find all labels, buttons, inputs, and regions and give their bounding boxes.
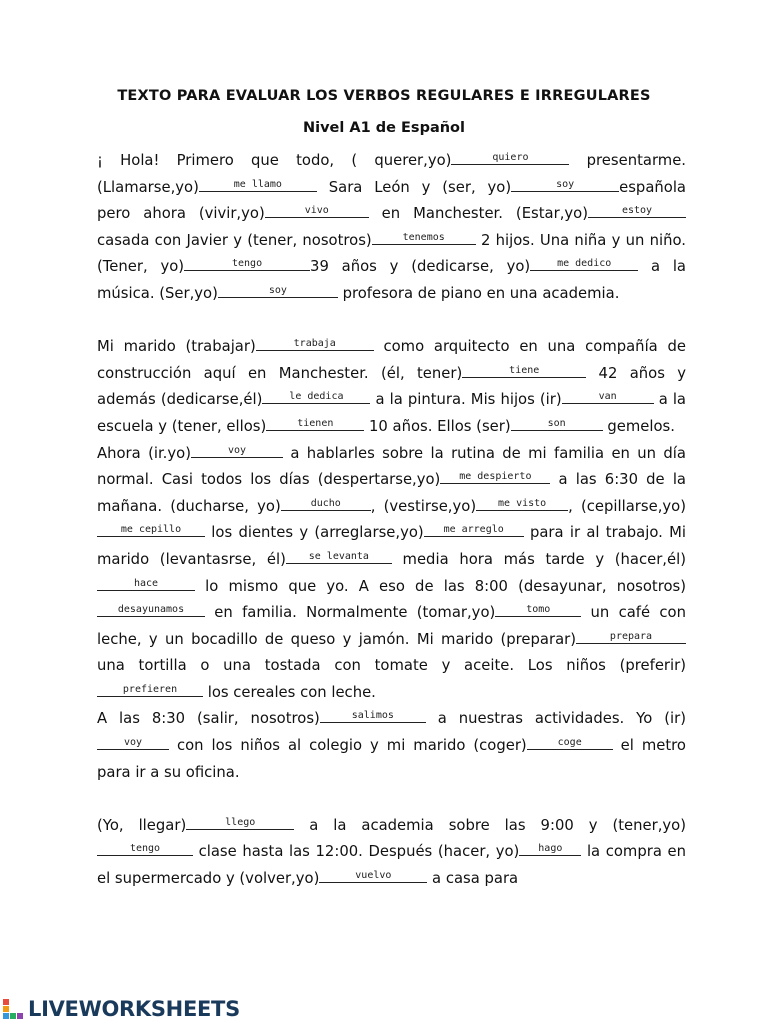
answer-blank[interactable] (184, 255, 310, 271)
answer-text: tengo (129, 843, 161, 855)
text-segment: lo mismo que yo. A eso de las 8:00 (desayunar, nosotros) (195, 577, 686, 595)
paragraph (97, 813, 686, 893)
answer-blank[interactable] (97, 840, 193, 856)
text-segment: a la pintura. Mis hijos (ir) (370, 391, 562, 409)
text-segment: el metro para ir a su oficina. (97, 737, 686, 781)
text-segment: , (vestirse,yo) (370, 497, 477, 515)
text-segment: como arquitecto en una compañía de construcción aquí en Manchester. (él, tener) (97, 338, 686, 382)
answer-blank[interactable] (476, 495, 568, 511)
text-segment: a la escuela y (tener, ellos) (97, 391, 686, 435)
answer-text: ducho (310, 497, 341, 509)
answer-text: me cepillo (120, 524, 182, 536)
answer-text: llego (225, 816, 256, 828)
text-segment: 2 hijos. Una niña y un niño. (Tener, yo) (97, 231, 686, 276)
answer-text: soy (556, 178, 575, 190)
answer-blank[interactable] (97, 521, 205, 537)
answer-text: salimos (351, 710, 394, 722)
text-segment: a nuestras actividades. Yo (ir) (425, 710, 686, 728)
answer-text: desayunamos (117, 604, 185, 616)
text-segment: en Manchester. (Estar,yo) (368, 205, 588, 223)
paragraph (97, 148, 686, 308)
answer-text: me arreglo (443, 524, 504, 536)
text-segment: la compra en el supermercado y (volver,yo) (97, 843, 686, 888)
answer-text: me despierto (459, 471, 532, 483)
answer-text: coge (557, 737, 582, 749)
answer-text: hace (133, 577, 159, 589)
answer-blank[interactable] (262, 388, 370, 404)
answer-blank[interactable] (530, 255, 638, 271)
answer-blank[interactable] (218, 282, 338, 298)
answer-blank[interactable] (319, 867, 427, 883)
text-segment: 10 años. Ellos (ser) (364, 417, 511, 435)
text-segment: , (cepillarse,yo) (568, 497, 686, 515)
answer-text: prepara (609, 630, 653, 642)
answer-blank[interactable] (519, 840, 581, 856)
answer-text: trabaja (293, 338, 336, 350)
answer-text: me dedico (557, 258, 612, 270)
answer-blank[interactable] (462, 362, 586, 378)
answer-text: voy (227, 444, 246, 456)
text-segment: en familia. Normalmente (tomar,yo) (205, 604, 496, 622)
worksheet-title: TEXTO PARA EVALUAR LOS VERBOS REGULARES E IRREGULARES (117, 88, 651, 104)
answer-text: estoy (621, 205, 653, 217)
answer-text: voy (123, 737, 143, 749)
liveworksheets-brand (0, 994, 260, 1024)
answer-blank[interactable] (588, 202, 686, 218)
text-segment: Ahora (ir.yo) (97, 444, 191, 462)
answer-text: me visto (498, 497, 547, 509)
text-segment: los dientes y (arreglarse,yo) (205, 524, 424, 542)
text-segment: 39 años y (dedicarse, yo) (310, 258, 531, 276)
answer-blank[interactable] (451, 149, 569, 165)
text-segment: 42 años y además (dedicarse,él) (97, 364, 687, 409)
worksheet-subtitle: Nivel A1 de Español (303, 120, 465, 136)
paragraph (97, 334, 686, 440)
answer-text: quiero (492, 152, 529, 163)
text-segment: (Yo, llegar) (97, 816, 187, 834)
answer-text: vuelvo (355, 870, 392, 882)
answer-blank[interactable] (372, 229, 476, 245)
text-segment: media hora más tarde y (hacer,él) (391, 550, 687, 568)
answer-text: se levanta (308, 550, 369, 562)
answer-text: tenemos (402, 231, 445, 243)
answer-blank[interactable] (186, 814, 294, 830)
text-segment: a la academia sobre las 9:00 y (tener,yo) (294, 816, 686, 834)
text-segment: ¡ Hola! Primero que todo, ( querer,yo) (97, 152, 452, 169)
answer-blank[interactable] (97, 681, 203, 697)
text-segment: a casa para (427, 870, 519, 888)
text-segment: los cereales con leche. (203, 683, 376, 701)
brand-name: LIVEWORKSHEETS (28, 997, 240, 1021)
answer-blank[interactable] (576, 628, 686, 644)
text-segment: A las 8:30 (salir, nosotros) (97, 710, 320, 728)
paragraph (97, 706, 686, 786)
answer-text: van (598, 391, 617, 403)
answer-blank[interactable] (97, 734, 169, 750)
text-segment: a las 6:30 de la mañana. (ducharse, yo) (97, 471, 686, 515)
text-segment: Sara León y (ser, yo) (316, 178, 512, 196)
answer-blank[interactable] (199, 176, 317, 192)
answer-blank[interactable] (97, 601, 205, 617)
text-segment: española pero ahora (vivir,yo) (97, 178, 686, 223)
answer-text: soy (268, 284, 287, 296)
paragraph (97, 441, 686, 707)
text-segment: gemelos. (602, 417, 675, 435)
text-segment: con los niños al colegio y mi marido (coger) (169, 737, 527, 755)
answer-blank[interactable] (495, 601, 581, 617)
text-segment: profesora de piano en una academia. (337, 284, 620, 302)
answer-blank[interactable] (320, 707, 426, 723)
answer-text: tomo (526, 604, 551, 616)
answer-blank[interactable] (511, 415, 603, 431)
text-segment: clase hasta las 12:00. Después (hacer, yo) (193, 843, 520, 861)
text-segment: para ir al trabajo. Mi marido (levantasrse, él) (97, 524, 686, 568)
answer-blank[interactable] (266, 415, 364, 431)
answer-text: tiene (509, 364, 540, 376)
answer-blank[interactable] (511, 176, 619, 192)
text-segment: una tortilla o una tostada con tomate y aceite. Los niños (preferir) (97, 657, 686, 675)
text-segment: Mi marido (trabajar) (97, 338, 256, 356)
answer-blank[interactable] (265, 202, 369, 218)
worksheet-text (97, 148, 686, 893)
liveworksheets-logo-icon (2, 997, 26, 1021)
answer-blank[interactable] (281, 495, 371, 511)
answer-text: tienen (297, 417, 334, 429)
answer-blank[interactable] (562, 388, 654, 404)
answer-blank[interactable] (97, 575, 195, 591)
answer-blank[interactable] (424, 521, 524, 537)
text-segment: un café con leche, y un bocadillo de queso y jamón. Mi marido (preparar) (97, 604, 686, 648)
answer-text: hago (538, 843, 563, 855)
text-segment: casada con Javier y (tener, nosotros) (97, 231, 372, 249)
text-segment: a hablarles sobre la rutina de mi familia en un día normal. Casi todos los días (despertarse,yo) (97, 444, 686, 489)
text-segment: a la música. (Ser,yo) (97, 258, 686, 302)
answer-text: son (547, 417, 566, 429)
text-segment: presentarme. (Llamarse,yo) (97, 152, 687, 196)
answer-text: le dedica (289, 391, 344, 403)
answer-text: me llamo (233, 178, 282, 190)
answer-blank[interactable] (191, 442, 283, 458)
answer-blank[interactable] (440, 468, 550, 484)
answer-text: vivo (304, 205, 329, 217)
answer-text: prefieren (122, 683, 178, 695)
answer-blank[interactable] (256, 335, 374, 351)
answer-blank[interactable] (527, 734, 613, 750)
answer-blank[interactable] (286, 548, 392, 564)
answer-text: tengo (231, 258, 263, 270)
